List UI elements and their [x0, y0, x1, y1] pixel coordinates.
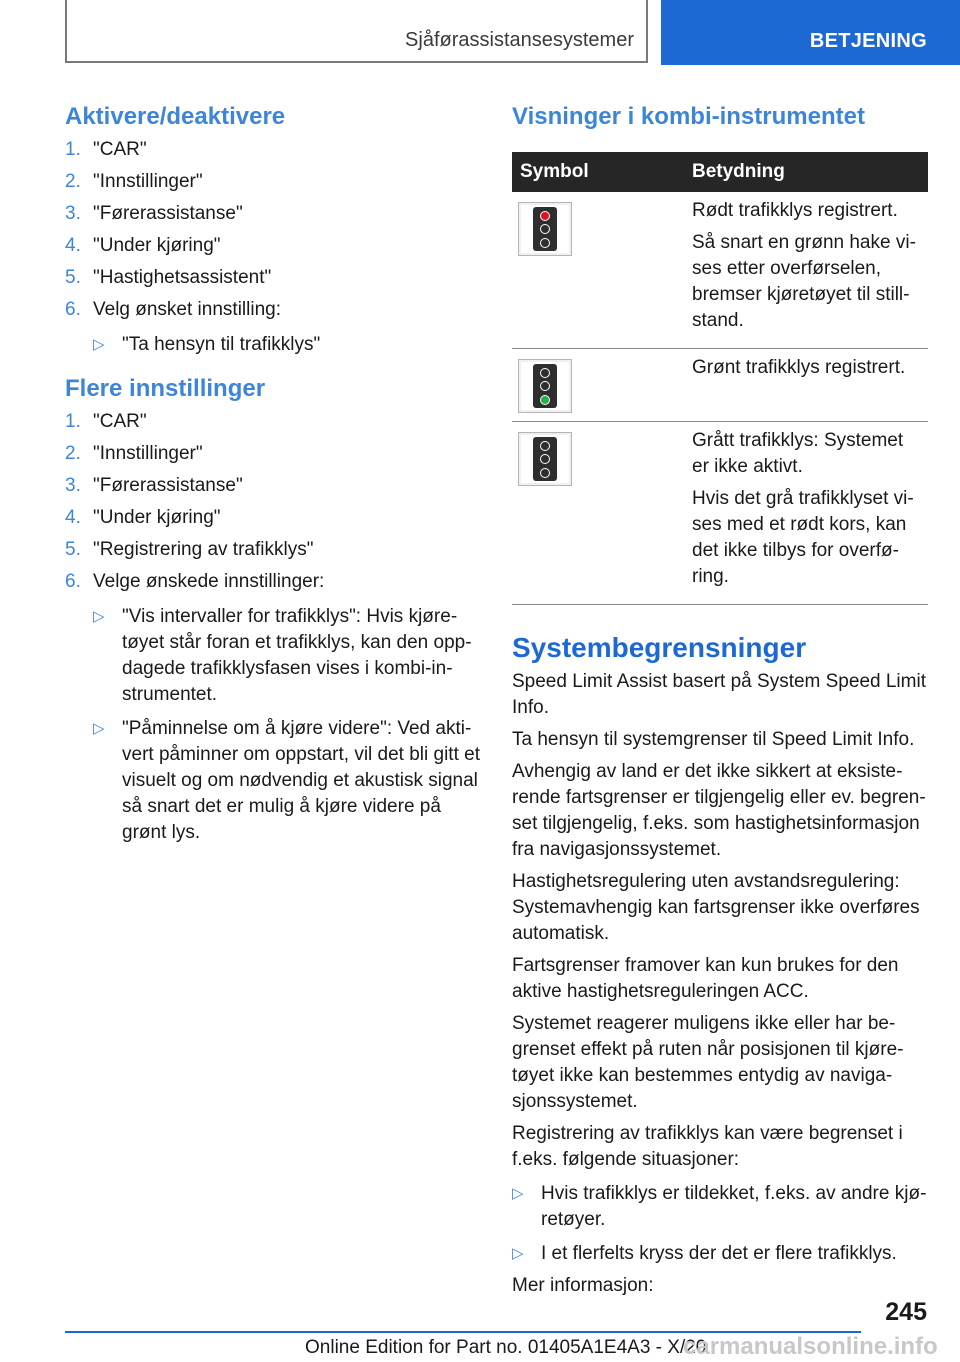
page-number: 245: [885, 1298, 927, 1326]
lamp-bottom: [540, 238, 550, 248]
step-text: "Førerassistanse": [93, 203, 243, 224]
symbol-cell: [512, 192, 675, 349]
more-step-4: [65, 502, 480, 534]
red-traffic-light-icon: [518, 202, 572, 256]
more-step-6: [65, 566, 480, 846]
more-info-text: Mer informasjon:: [512, 1275, 654, 1296]
step-text: Velg ønsket innstilling:: [93, 299, 281, 320]
activate-step-1: [65, 134, 480, 166]
lamp-top: [540, 368, 550, 378]
lamp-middle: [540, 454, 550, 464]
left-column: [65, 100, 480, 846]
step-number: 4.: [65, 235, 81, 256]
limits-paragraph: Systemet reagerer muligens ikke eller har begrenset effekt på ruten når posisjonen til kjøretøyet ikke kan bestemmes entydig av navigasjonssystemet.: [512, 1013, 904, 1112]
green-traffic-light-icon: [518, 359, 572, 413]
symbol-row-red: [512, 192, 928, 349]
option-text: "Påminnelse om å kjøre videre": Ved aktivert påminner om oppstart, vil det bli gitt et visuelt og om nødvendig et akustisk signal så snart det er mulig å kjøre videre på grønt lys.: [122, 718, 480, 843]
step-text: "Under kjøring": [93, 235, 221, 256]
lamp-middle: [540, 381, 550, 391]
activate-step-3: [65, 198, 480, 230]
activate-options: [93, 332, 480, 358]
triangle-bullet-icon: ▷: [93, 608, 105, 625]
symbol-table-header: [512, 152, 928, 192]
triangle-bullet-icon: ▷: [512, 1185, 524, 1202]
grey-traffic-light-icon: [518, 432, 572, 486]
option-text: "Ta hensyn til trafikklys": [122, 334, 321, 355]
step-text: "Innstillinger": [93, 443, 203, 464]
lamp-top: [540, 211, 550, 221]
header-chapter-title: BETJENING: [809, 30, 927, 52]
step-number: 5.: [65, 267, 81, 288]
step-text: "Hastighetsassistent": [93, 267, 272, 288]
limits-paragraph: Speed Limit Assist basert på System Speed Limit Info.: [512, 671, 926, 718]
meaning-cell: [675, 422, 928, 605]
step-text: "Registrering av trafikklys": [93, 539, 314, 560]
display-heading: Visninger i kombi-instrumentet: [512, 103, 865, 130]
symbol-row-grey: [512, 422, 928, 605]
step-number: 5.: [65, 539, 81, 560]
more-option-intervals: [93, 604, 480, 708]
footer-edition: Online Edition for Part no. 01405A1E4A3 - X/20: [305, 1337, 707, 1358]
triangle-bullet-icon: ▷: [93, 720, 105, 737]
symbol-column-header: Symbol: [512, 152, 675, 192]
meaning-column-header: Betydning: [675, 152, 928, 192]
situation-text: Hvis trafikklys er tildekket, f.eks. av andre kjøretøyer.: [541, 1183, 927, 1230]
limits-body: [512, 669, 928, 1299]
more-option-reminder: [93, 716, 480, 846]
header-section-box: [65, 0, 648, 63]
limits-paragraph: Avhengig av land er det ikke sikkert at eksisterende fartsgrenser er tilgjengelig eller ev. begrenset tilgjengelig, f.eks. som hastighetsinformasjon fra navigasjonssystemet.: [512, 761, 926, 860]
step-text: "Innstillinger": [93, 171, 203, 192]
step-number: 1.: [65, 411, 81, 432]
limits-situation: [512, 1181, 928, 1233]
step-number: 1.: [65, 139, 81, 160]
step-text: "Under kjøring": [93, 507, 221, 528]
meaning-text: Hvis det grå trafikklyset vises med et rødt kors, kan det ikke tilbys for overføring.: [692, 488, 914, 587]
step-number: 3.: [65, 203, 81, 224]
limits-situation: [512, 1241, 928, 1267]
watermark-logo: carmanualsonline.info: [683, 1333, 938, 1360]
step-text: Velge ønskede innstillinger:: [93, 571, 325, 592]
step-text: "Førerassistanse": [93, 475, 243, 496]
meaning-text: Så snart en grønn hake vises etter overførselen, bremser kjøretøyet til stillstand.: [692, 232, 916, 331]
meaning-cell: [675, 192, 928, 349]
lamp-middle: [540, 224, 550, 234]
meaning-cell: [675, 349, 928, 422]
more-settings-heading: Flere innstillinger: [65, 375, 266, 402]
activate-step-4: [65, 230, 480, 262]
step-number: 6.: [65, 571, 81, 592]
header-section-title: Sjåførassistansesystemer: [405, 29, 634, 51]
step-number: 3.: [65, 475, 81, 496]
more-step-2: [65, 438, 480, 470]
limits-paragraph: Registrering av trafikklys kan være begrenset i f.eks. følgende situasjoner:: [512, 1123, 903, 1170]
limits-paragraph: Fartsgrenser framover kan kun brukes for den aktive hastighetsreguleringen ACC.: [512, 955, 899, 1002]
activate-heading: Aktivere/deaktivere: [65, 103, 286, 130]
step-number: 2.: [65, 443, 81, 464]
activate-steps: [65, 134, 480, 358]
situation-text: I et flerfelts kryss der det er flere trafikklys.: [541, 1243, 897, 1264]
activate-step-6: [65, 294, 480, 358]
symbol-table: [512, 152, 928, 605]
activate-step-2: [65, 166, 480, 198]
more-step-5: [65, 534, 480, 566]
step-text: "CAR": [93, 139, 147, 160]
triangle-bullet-icon: ▷: [93, 336, 105, 353]
more-step-1: [65, 406, 480, 438]
limits-paragraph: Ta hensyn til systemgrenser til Speed Limit Info.: [512, 729, 915, 750]
symbol-cell: [512, 422, 675, 605]
limits-paragraph: Hastighetsregulering uten avstandsregulering: Systemavhengig kan fartsgrenser ikke overføres automatisk.: [512, 871, 920, 944]
triangle-bullet-icon: ▷: [512, 1245, 524, 1262]
lamp-bottom: [540, 395, 550, 405]
symbol-row-green: [512, 349, 928, 422]
more-settings-steps: [65, 406, 480, 846]
activate-option: [93, 332, 480, 358]
limits-heading: Systembegrensninger: [512, 632, 807, 663]
symbol-cell: [512, 349, 675, 422]
meaning-text: Grønt trafikklys registrert.: [692, 357, 906, 378]
step-number: 6.: [65, 299, 81, 320]
header-chapter-box: [661, 0, 960, 65]
right-column: [512, 100, 928, 1305]
lamp-bottom: [540, 468, 550, 478]
step-text: "CAR": [93, 411, 147, 432]
step-number: 2.: [65, 171, 81, 192]
meaning-text: Grått trafikklys: Systemet er ikke aktivt.: [692, 430, 904, 477]
activate-step-5: [65, 262, 480, 294]
more-options: [93, 604, 480, 846]
option-text: "Vis intervaller for trafikklys": Hvis kjøretøyet står foran et trafikklys, kan den oppdagede trafikklysfasen vises i kombi-instrumentet.: [122, 606, 472, 705]
lamp-top: [540, 441, 550, 451]
limits-situations: [512, 1181, 928, 1267]
meaning-text: Rødt trafikklys registrert.: [692, 200, 898, 221]
more-step-3: [65, 470, 480, 502]
step-number: 4.: [65, 507, 81, 528]
